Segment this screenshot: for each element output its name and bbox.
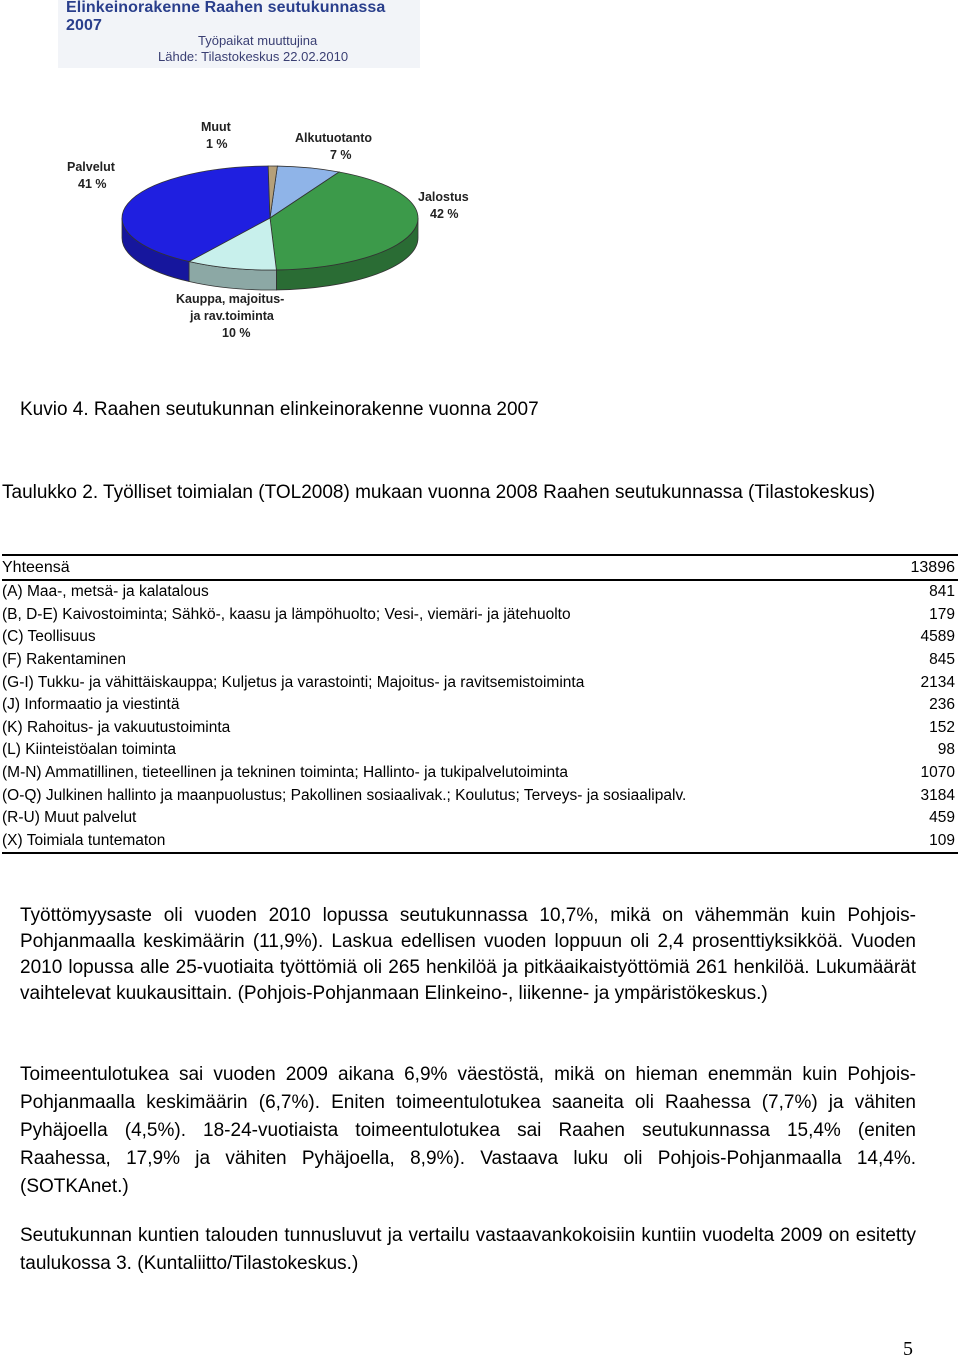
table-row xyxy=(2,739,958,762)
row-value: 4589 xyxy=(920,628,955,646)
row-value: 3184 xyxy=(920,786,955,804)
row-label: (A) Maa-, metsä- ja kalatalous xyxy=(2,583,209,601)
row-value: 845 xyxy=(929,651,955,669)
label-alkutuotanto: Alkutuotanto xyxy=(295,131,373,145)
row-label: (M-N) Ammatillinen, tieteellinen ja tekninen toiminta; Hallinto- ja tukipalvelutoiminta xyxy=(2,764,568,782)
row-value: 2134 xyxy=(920,673,955,691)
table-row xyxy=(2,694,958,717)
row-value: 841 xyxy=(929,583,955,601)
employment-table xyxy=(2,554,958,854)
label-muut: Muut xyxy=(201,120,231,134)
figure-caption: Kuvio 4. Raahen seutukunnan elinkeinorakenne vuonna 2007 xyxy=(20,399,539,420)
pie-slices xyxy=(122,166,418,290)
label-kauppa-1: Kauppa, majoitus- xyxy=(176,292,285,306)
row-label: Yhteensä xyxy=(2,558,70,576)
pie-chart xyxy=(0,0,960,360)
row-label: (J) Informaatio ja viestintä xyxy=(2,696,180,714)
label-jalostus: Jalostus xyxy=(418,190,469,204)
chart-subtitle: Työpaikat muuttujina xyxy=(198,33,318,48)
paragraph-municipal-finance: Seutukunnan kuntien talouden tunnusluvut ja vertailu vastaavankokoisiin kuntiin vuodelta 2009 on esitetty taulukossa 3. (Kuntaliitto/Tilastokeskus.) xyxy=(20,1225,916,1274)
chart-title: Elinkeinorakenne Raahen seutukunnassa 2007 xyxy=(66,0,386,34)
row-label: (K) Rahoitus- ja vakuutustoiminta xyxy=(2,718,231,736)
row-label: (B, D-E) Kaivostoiminta; Sähkö-, kaasu ja lämpöhuolto; Vesi-, viemäri- ja jätehuolto xyxy=(2,605,571,623)
row-value: 98 xyxy=(937,741,955,759)
row-value: 1070 xyxy=(920,764,955,782)
row-value: 13896 xyxy=(910,558,955,576)
table-row xyxy=(2,626,958,649)
row-label: (X) Toimiala tuntematon xyxy=(2,831,166,849)
table-title: Taulukko 2. Työlliset toimialan (TOL2008) mukaan vuonna 2008 Raahen seutukunnassa (Tilastokeskus) xyxy=(2,482,876,503)
value-jalostus: 42 % xyxy=(430,207,459,221)
table-row xyxy=(2,671,958,694)
row-value: 179 xyxy=(929,605,955,623)
value-palvelut: 41 % xyxy=(78,177,107,191)
paragraph-income-support: Toimeentulotukea sai vuoden 2009 aikana 6,9% väestöstä, mikä on hieman enemmän kuin Pohjois-Pohjanmaalla keskimäärin (6,7%). Eniten toimeentulotukea saaneita oli Raahessa (7,7%) ja vähiten Pyhäjoella (4,5%). 18-24-vuotiaista toimeentulotukea sai Raahen seutukunnassa 15,4% (eniten Raahessa, 17,9% ja vähiten Pyhäjoella, 8,9%). Vastaava luku oli Pohjois-Pohjanmaalla 14,4%. (SOTKAnet.) xyxy=(20,1064,916,1197)
table-row xyxy=(2,830,958,853)
row-label: (L) Kiinteistöalan toiminta xyxy=(2,741,177,759)
table-row xyxy=(2,784,958,807)
row-label: (G-I) Tukku- ja vähittäiskauppa; Kuljetus ja varastointi; Majoitus- ja ravitsemistoiminta xyxy=(2,673,585,691)
paragraph-unemployment: Työttömyysaste oli vuoden 2010 lopussa seutukunnassa 10,7%, mikä on vähemmän kuin Pohjois-Pohjanmaalla keskimäärin (11,9%). Laskua edellisen vuoden loppuun oli 2,4 prosenttiyksikköä. Vuoden 2010 lopussa alle 25-vuotiaita työttömiä oli 265 henkilöä ja pitkäaikaistyöttömiä 261 henkilöä. Lukumäärät vaihtelevat kuukausittain. (Pohjois-Pohjanmaan Elinkeino-, liikenne- ja ympäristökeskus.) xyxy=(20,905,916,1004)
table-row xyxy=(2,604,958,627)
value-muut: 1 % xyxy=(206,137,228,151)
row-value: 459 xyxy=(929,809,955,827)
label-palvelut: Palvelut xyxy=(67,160,115,174)
row-value: 152 xyxy=(929,718,955,736)
page-number: 5 xyxy=(903,1338,913,1360)
label-kauppa-2: ja rav.toiminta xyxy=(190,309,274,323)
row-value: 109 xyxy=(929,831,955,849)
table-row-total xyxy=(2,556,958,581)
row-label: (F) Rakentaminen xyxy=(2,651,127,669)
value-alkutuotanto: 7 % xyxy=(330,148,352,162)
chart-source: Lähde: Tilastokeskus 22.02.2010 xyxy=(158,49,349,64)
row-label: (O-Q) Julkinen hallinto ja maanpuolustus; Pakollinen sosiaalivak.; Koulutus; Terveys- ja sosiaalipalv. xyxy=(2,786,687,804)
row-value: 236 xyxy=(929,696,955,714)
table-row xyxy=(2,762,958,785)
table-row xyxy=(2,807,958,830)
table-row xyxy=(2,649,958,672)
table-row xyxy=(2,581,958,604)
table-row xyxy=(2,717,958,740)
value-kauppa: 10 % xyxy=(222,326,251,340)
row-label: (C) Teollisuus xyxy=(2,628,96,646)
row-label: (R-U) Muut palvelut xyxy=(2,809,137,827)
